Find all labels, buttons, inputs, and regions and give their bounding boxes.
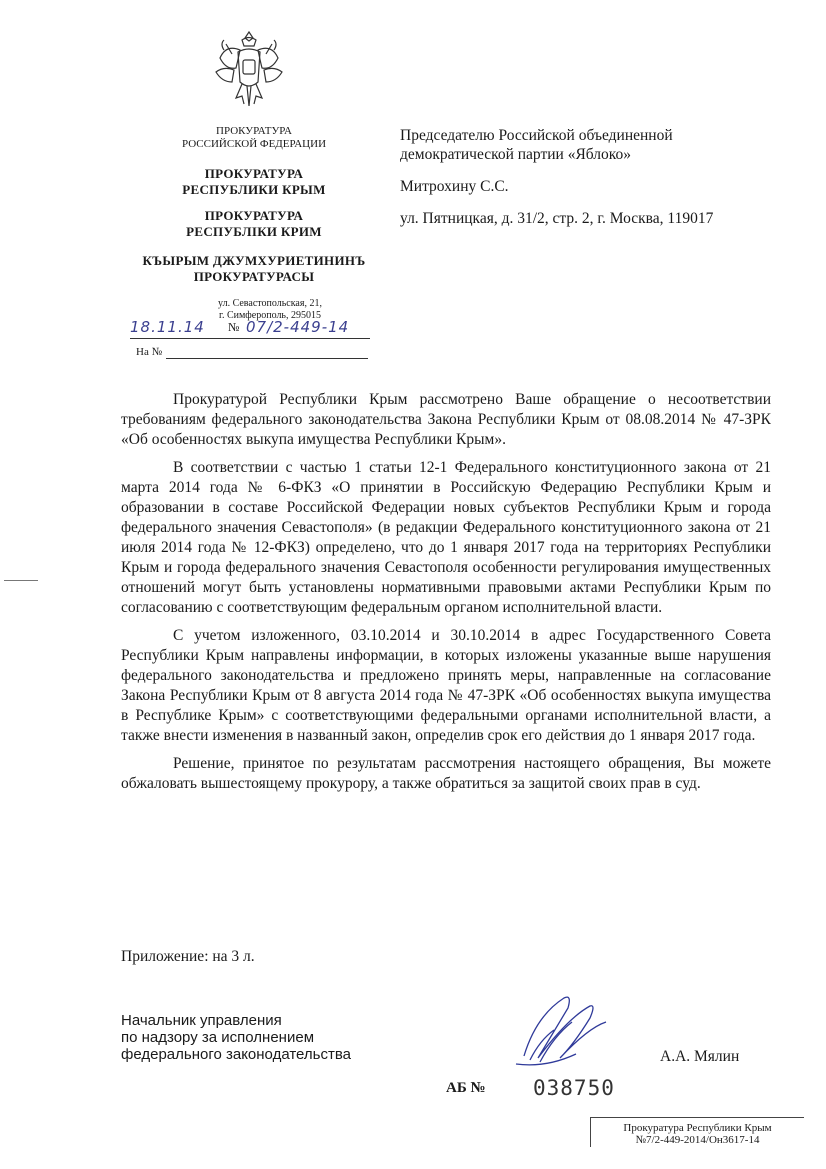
office-crimea-ua-line2: РЕСПУБЛІКИ КРИМ	[186, 224, 322, 239]
office-rf-title	[120, 125, 388, 151]
signatory-title-line3: федерального законодательства	[121, 1046, 351, 1063]
form-serial-number: 038750	[533, 1076, 615, 1100]
handwritten-signature	[510, 990, 620, 1070]
coat-of-arms-emblem	[212, 28, 286, 116]
registration-stamp	[590, 1117, 804, 1147]
office-address-line2: г. Симферополь, 295015	[218, 310, 321, 321]
outgoing-underline	[130, 338, 370, 339]
signatory-title	[121, 1012, 351, 1063]
office-crimea-ru-line2: РЕСПУБЛИКИ КРЫМ	[182, 182, 326, 197]
outgoing-number: 07/2-449-14	[246, 318, 350, 336]
office-crimea-ru-line1: ПРОКУРАТУРА	[204, 166, 304, 181]
attachment-note: Приложение: на 3 л.	[121, 948, 255, 965]
outgoing-date: 18.11.14	[130, 318, 205, 336]
office-address-line1: ул. Севастопольская, 21,	[218, 298, 322, 309]
reference-number-label: На №	[136, 346, 163, 358]
recipient-address: ул. Пятницкая, д. 31/2, стр. 2, г. Москва, 119017	[400, 210, 714, 227]
signatory-title-line2: по надзору за исполнением	[121, 1029, 315, 1046]
office-crimea-ua-title	[120, 208, 388, 240]
registration-stamp-line2: №7/2-449-2014/Он3617-14	[635, 1134, 760, 1146]
office-rf-line2: РОССИЙСКОЙ ФЕДЕРАЦИИ	[181, 138, 327, 150]
signer-name: А.А. Мялин	[660, 1048, 740, 1065]
body-paragraph-3: С учетом изложенного, 03.10.2014 и 30.10.2014 в адрес Государственного Совета Республики Крым направлены информации, в которых изложены указанные выше нарушения федерального законодательства и предложено принять меры, направленные на согласование Закона Республики Крым от 8 августа 2014 года № 47-ЗРК «Об особенностях выкупа имущества в Республике Крым» с соответствующими федеральными органами исполнительной власти, а также внести изменения в названный закон, определив срок его действия до 1 января 2017 года.	[121, 627, 771, 744]
signatory-title-line1: Начальник управления	[121, 1012, 282, 1029]
office-crimea-ru-title	[120, 166, 388, 198]
form-serial-label: АБ №	[446, 1080, 486, 1096]
reference-number-row	[136, 346, 368, 358]
letter-body	[121, 390, 771, 794]
outgoing-number-label: №	[228, 320, 240, 334]
office-crimea-crh-line2: ПРОКУРАТУРАСЫ	[193, 269, 315, 284]
body-paragraph-1: Прокуратурой Республики Крым рассмотрено Ваше обращение о несоответствии требованиям федерального законодательства Закона Республики Крым от 08.08.2014 № 47-ЗРК «Об особенностях выкупа имущества Республики Крым».	[121, 391, 771, 448]
body-paragraph-4: Решение, принятое по результатам рассмотрения настоящего обращения, Вы можете обжаловать вышестоящему прокурору, а также обратиться за защитой своих прав в суд.	[121, 755, 771, 792]
margin-fold-mark	[4, 580, 38, 581]
recipient-block	[400, 126, 673, 164]
reference-underline	[166, 358, 368, 359]
office-crimea-crh-line1: КЪЫРЫМ ДЖУМХУРИЕТИНИНЪ	[142, 253, 366, 268]
registration-stamp-line1: Прокуратура Республики Крым	[623, 1122, 772, 1134]
office-rf-line1: ПРОКУРАТУРА	[216, 125, 292, 137]
recipient-line1: Председателю Российской объединенной	[400, 127, 673, 144]
office-crimea-crh-title	[120, 253, 388, 285]
recipient-name: Митрохину С.С.	[400, 178, 509, 195]
recipient-line2: демократической партии «Яблоко»	[400, 146, 632, 163]
body-paragraph-2: В соответствии с частью 1 статьи 12-1 Федерального конституционного закона от 21 марта 2014 года № 6-ФКЗ «О принятии в Российскую Федерацию Республики Крым и образовании в составе Российской Федерации новых субъектов Республики Крым и города федерального значения Севастополя» (в редакции Федерального конституционного закона от 21 июля 2014 года № 12-ФКЗ) определено, что до 1 января 2017 года на территориях Республики Крым и города федерального значения Севастополя особенности регулирования имущественных отношений могут быть установлены нормативными правовыми актами Республики Крым по согласованию с соответствующим федеральным органом исполнительной власти.	[121, 459, 771, 616]
outgoing-number-row	[130, 318, 370, 340]
office-crimea-ua-line1: ПРОКУРАТУРА	[204, 208, 304, 223]
